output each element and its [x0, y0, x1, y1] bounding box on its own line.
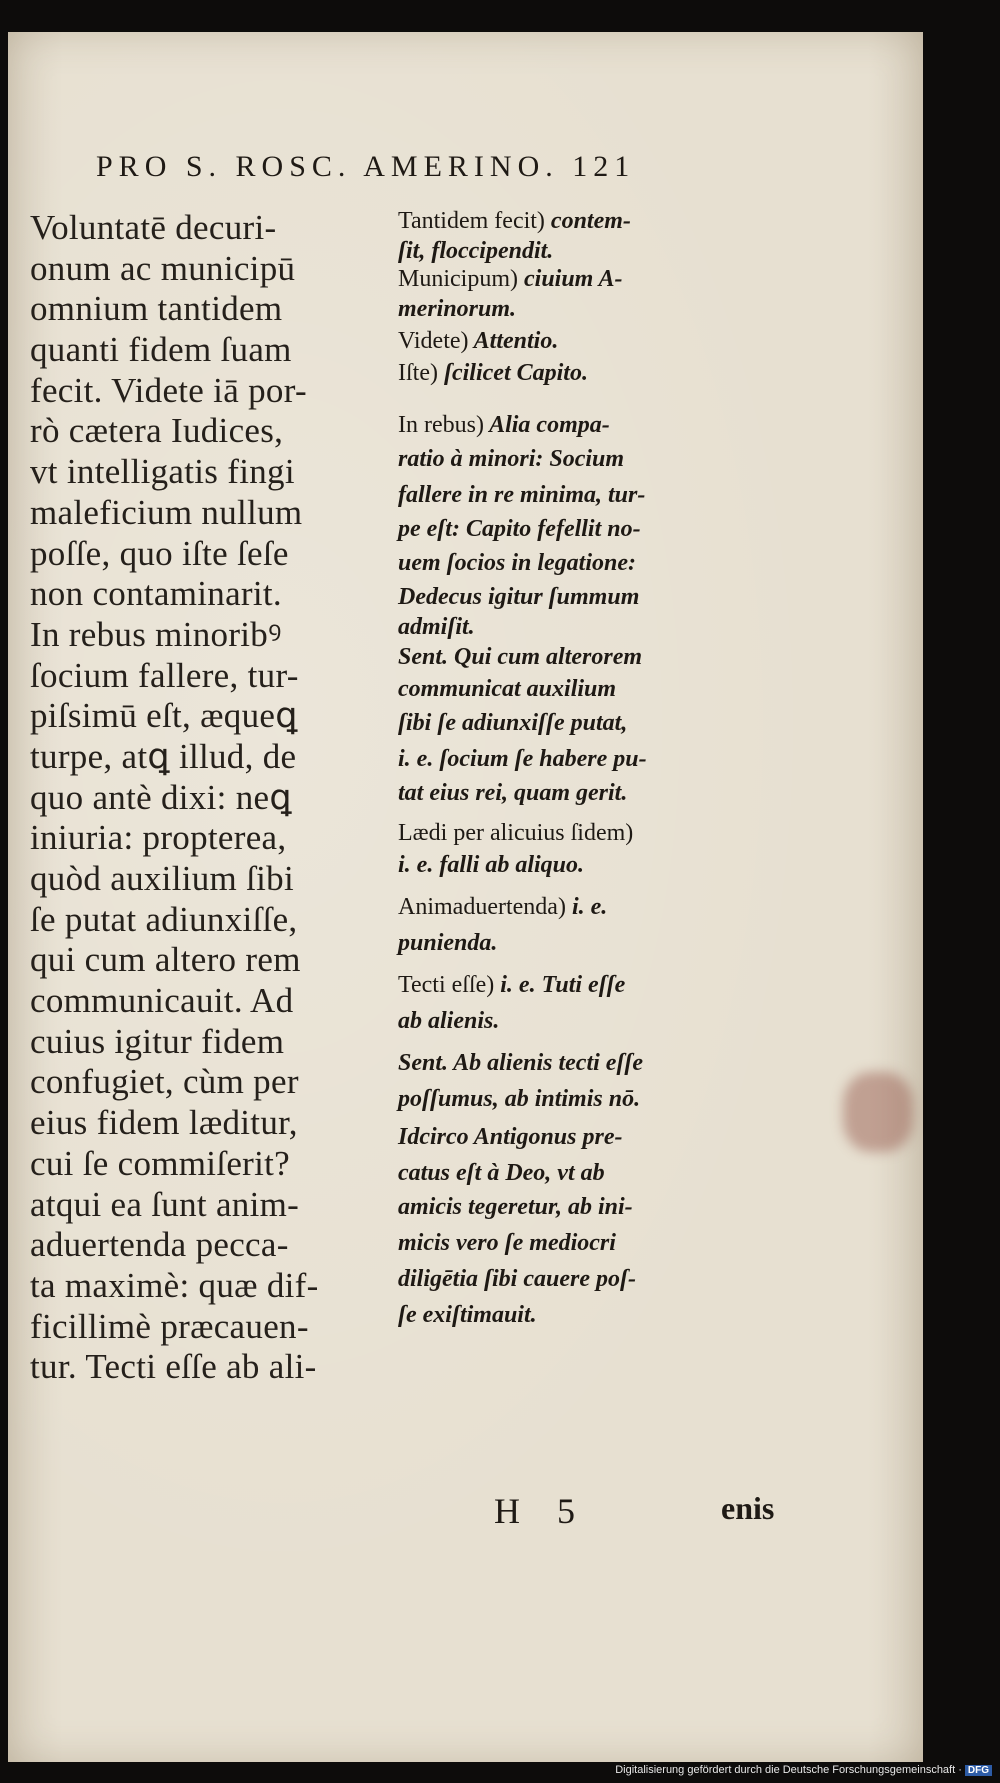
credit-text: Digitalisierung gefördert durch die Deutsche Forschungsgemeinschaft · — [615, 1764, 962, 1776]
gloss-line — [398, 852, 584, 879]
main-text-line: tur. Tecti eſſe ab ali- — [30, 1347, 317, 1387]
main-text-line: eius fidem læditur, — [30, 1103, 298, 1143]
gloss-comment: fallere in re minima, tur- — [398, 482, 646, 508]
gloss-comment: ciuium A- — [518, 266, 623, 292]
gloss-lemma: Municipum) — [398, 266, 518, 292]
main-text-line: omnium tantidem — [30, 289, 283, 329]
gloss-line — [398, 1302, 537, 1329]
gloss-comment: ratio à minori: Socium — [398, 446, 625, 472]
gloss-comment: Attentio. — [468, 328, 559, 354]
main-text-line: maleficium nullum — [30, 492, 303, 532]
gloss-comment: Sent. Qui cum alterorem — [398, 644, 643, 670]
gloss-comment: Alia compa- — [483, 412, 610, 438]
main-text-line: ficillimè præcauen- — [30, 1306, 309, 1346]
gloss-comment: poſſumus, ab intimis nō. — [398, 1086, 641, 1112]
main-text-line: communicauit. Ad — [30, 981, 294, 1021]
main-text-line: ta maximè: quæ dif- — [30, 1265, 319, 1305]
gloss-lemma: Tecti eſſe) — [398, 972, 495, 998]
main-text-line: vt intelligatis fingi — [30, 452, 295, 492]
main-text-line: rò cætera Iudices, — [30, 411, 284, 451]
gloss-comment: ſcilicet Capito. — [437, 360, 588, 386]
gloss-line — [398, 328, 558, 355]
gloss-comment: catus eſt à Deo, vt ab — [398, 1160, 605, 1186]
gloss-line — [398, 266, 622, 293]
gloss-line — [398, 584, 639, 611]
gloss-line — [398, 644, 642, 671]
gloss-line — [398, 746, 647, 773]
gloss-line — [398, 780, 627, 807]
gloss-line — [398, 1124, 622, 1151]
gloss-comment: punienda. — [398, 930, 498, 956]
main-text-line: fecit. Videte iā por- — [30, 370, 307, 410]
gloss-comment: ab alienis. — [398, 1008, 500, 1034]
gloss-line — [398, 1050, 643, 1077]
gloss-line — [398, 516, 641, 543]
gloss-comment: i. e. Tuti eſſe — [494, 972, 626, 998]
gloss-lemma: Animaduertenda) — [398, 894, 566, 920]
gloss-comment: Dedecus igitur ſummum — [398, 584, 640, 610]
gloss-line — [398, 710, 627, 737]
gloss-line — [398, 550, 636, 577]
main-text-line: non contaminarit. — [30, 574, 282, 614]
gloss-lemma: Videte) — [398, 328, 469, 354]
gloss-comment: contem- — [544, 208, 631, 234]
gloss-line — [398, 1160, 605, 1187]
gloss-line — [398, 208, 631, 235]
gloss-comment: ſibi ſe adiunxiſſe putat, — [398, 710, 628, 736]
gloss-comment: communicat auxilium — [398, 676, 617, 702]
gloss-comment: pe eſt: Capito fefellit no- — [398, 516, 641, 542]
main-text-line: quanti fidem ſuam — [30, 330, 292, 370]
gloss-comment: admiſit. — [398, 614, 475, 640]
main-text-line: qui cum altero rem — [30, 940, 301, 980]
gloss-comment: ſit, floccipendit. — [398, 238, 554, 264]
catchword: enis — [721, 1490, 775, 1526]
gloss-comment: uem ſocios in legatione: — [398, 550, 636, 576]
gloss-comment: i. e. — [565, 894, 608, 920]
main-text-line: In rebus minoribꝰ — [30, 614, 282, 654]
main-text-line: turpe, atꝗ illud, de — [30, 736, 297, 776]
gloss-lemma: Lædi per alicuius ſidem) — [398, 820, 634, 846]
main-text-line: ſe putat adiunxiſſe, — [30, 899, 298, 939]
page-stain — [843, 1072, 913, 1152]
gloss-comment: Idcirco Antigonus pre- — [398, 1124, 623, 1150]
gloss-lemma: In rebus) — [398, 412, 484, 438]
main-text-line: Voluntatē decuri- — [30, 208, 277, 247]
signature-mark: H 5 — [494, 1491, 589, 1531]
gloss-line — [398, 1230, 616, 1257]
gloss-comment: diligētia ſibi cauere poſ- — [398, 1266, 636, 1292]
gloss-line — [398, 820, 633, 847]
gloss-comment: Sent. Ab alienis tecti eſſe — [398, 1050, 644, 1076]
gloss-comment: merinorum. — [398, 296, 517, 322]
gloss-line — [398, 1008, 499, 1035]
gloss-line — [398, 446, 624, 473]
gloss-line — [398, 1194, 633, 1221]
gloss-comment: tat eius rei, quam gerit. — [398, 780, 628, 806]
dfg-logo: DFG — [965, 1765, 992, 1776]
gloss-comment: i. e. falli ab aliquo. — [398, 852, 584, 878]
gloss-line — [398, 1266, 636, 1293]
main-text-line: cuius igitur fidem — [30, 1021, 285, 1061]
gloss-line — [398, 930, 497, 957]
book-page — [8, 32, 923, 1762]
main-text-line: piſsimū eſt, æqueꝗ — [30, 696, 298, 736]
gloss-comment: i. e. ſocium ſe habere pu- — [398, 746, 647, 772]
gloss-comment: micis vero ſe mediocri — [398, 1230, 616, 1256]
main-text-line: atqui ea ſunt anim- — [30, 1184, 300, 1224]
main-text-line: poſſe, quo iſte ſeſe — [30, 533, 289, 573]
gloss-line — [398, 482, 645, 509]
gloss-comment: ſe exiſtimauit. — [398, 1302, 537, 1328]
main-text-line: cui ſe commiſerit? — [30, 1143, 291, 1183]
running-head: PRO S. ROSC. AMERINO. 121 — [96, 150, 636, 183]
gloss-line — [398, 972, 625, 999]
gloss-line — [398, 412, 610, 439]
gloss-line — [398, 676, 616, 703]
gloss-lemma: Iſte) — [398, 360, 438, 386]
gloss-line — [398, 296, 516, 323]
gloss-line — [398, 614, 475, 641]
gloss-lemma: Tantidem fecit) — [398, 208, 545, 234]
gloss-line — [398, 360, 588, 387]
main-text-line: quòd auxilium ſibi — [30, 859, 295, 898]
main-text-line: aduertenda pecca- — [30, 1225, 289, 1265]
gloss-line — [398, 238, 553, 265]
main-text-column — [30, 208, 415, 1388]
gloss-line — [398, 894, 607, 921]
digitization-credit — [615, 1764, 992, 1776]
gloss-line — [398, 1086, 640, 1113]
gloss-comment: amicis tegeretur, ab ini- — [398, 1194, 633, 1220]
main-text-line: ſocium fallere, tur- — [30, 655, 299, 695]
main-text-line: confugiet, cùm per — [30, 1062, 299, 1102]
main-text-line: iniuria: propterea, — [30, 818, 287, 858]
main-text-line: onum ac municipū — [30, 248, 296, 288]
main-text-line: quo antè dixi: neꝗ — [30, 777, 292, 817]
